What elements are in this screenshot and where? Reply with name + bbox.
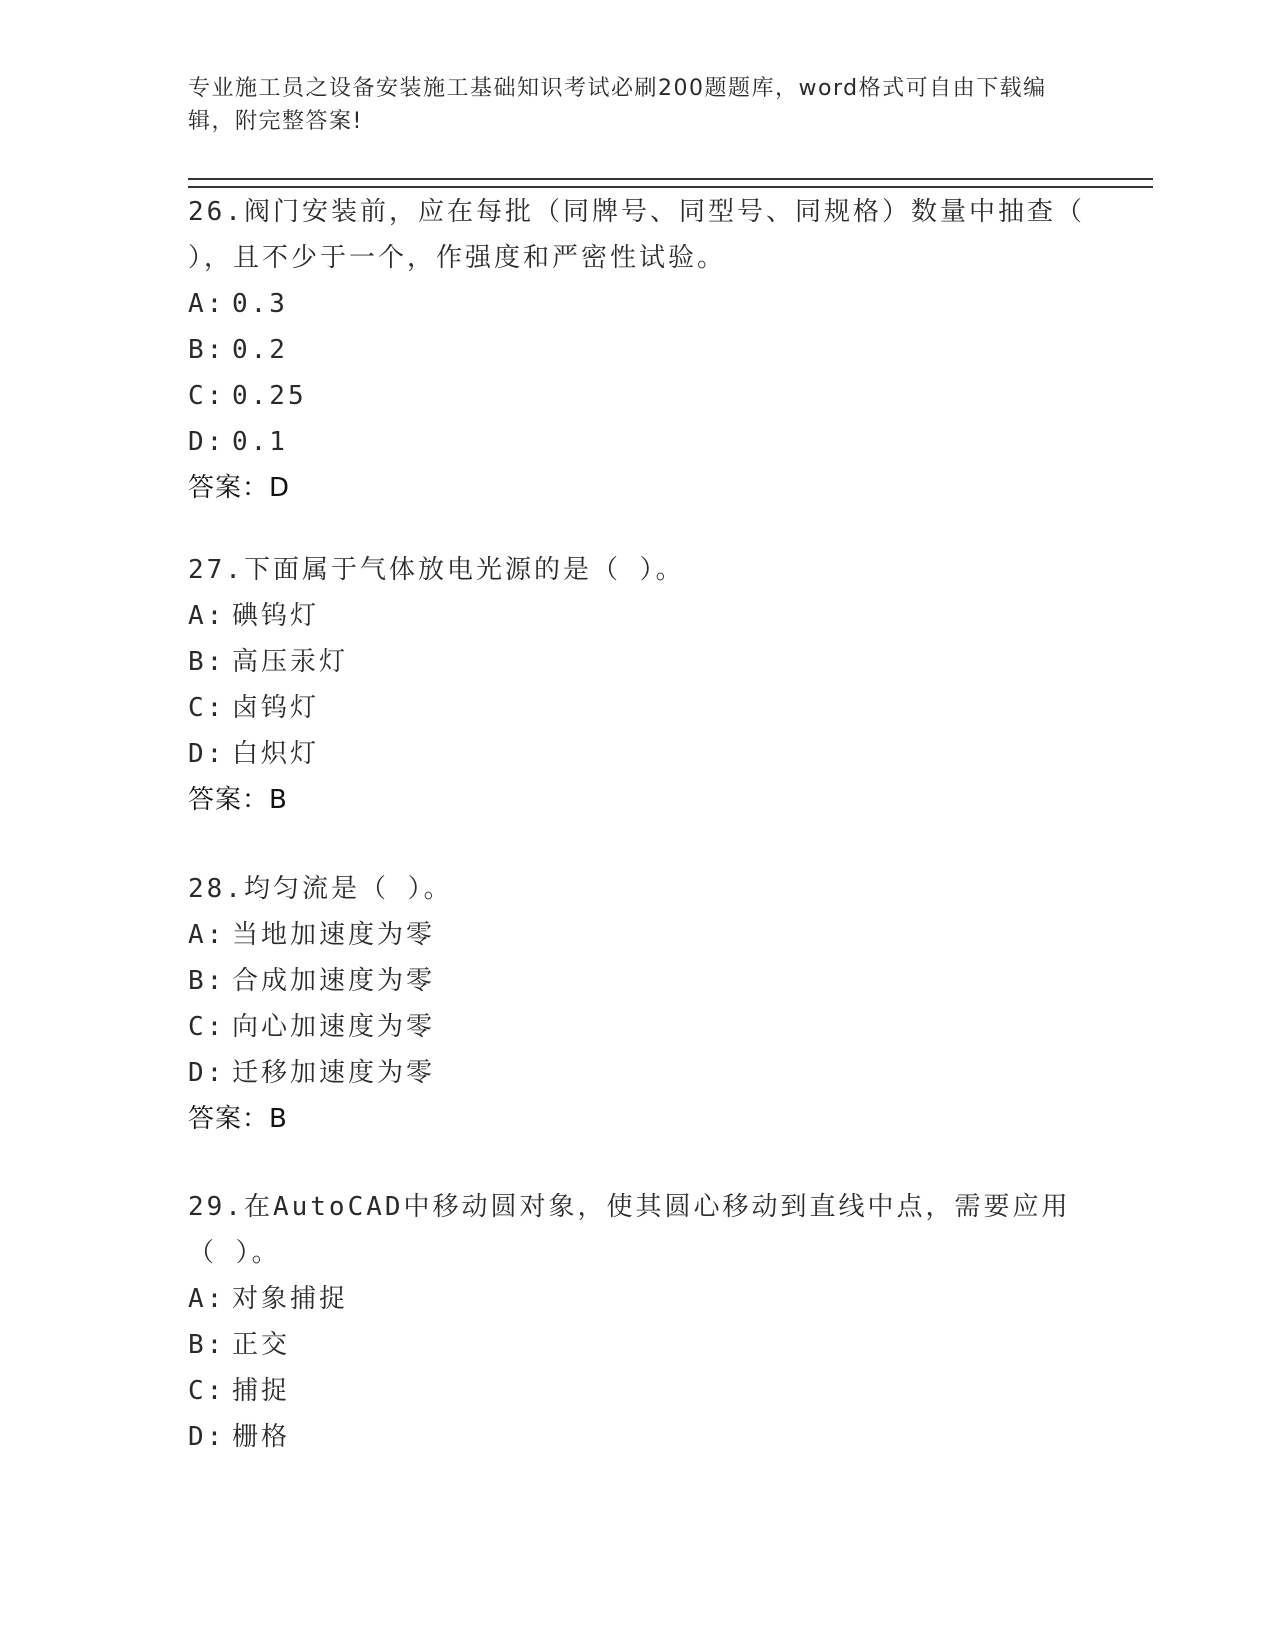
question-text: 均匀流是（ ）。 <box>243 874 453 904</box>
option-c <box>188 1004 1088 1050</box>
option-text: 向心加速度为零 <box>232 1012 436 1042</box>
option-key: B: <box>188 966 226 996</box>
option-key: A: <box>188 601 226 631</box>
option-text: 正交 <box>232 1330 291 1360</box>
option-key: A: <box>188 920 226 950</box>
option-key: D: <box>188 427 226 457</box>
question-number: 29. <box>188 1192 244 1222</box>
question-29 <box>188 1184 1088 1460</box>
option-a <box>188 1276 1088 1322</box>
option-key: D: <box>188 1058 226 1088</box>
question-27 <box>188 547 1088 823</box>
option-text: 碘钨灯 <box>232 601 320 631</box>
option-text: 捕捉 <box>232 1376 291 1406</box>
option-text: 卤钨灯 <box>232 693 320 723</box>
option-key: C: <box>188 693 226 723</box>
option-c <box>188 373 1088 419</box>
option-d <box>188 419 1088 465</box>
option-b <box>188 958 1088 1004</box>
option-b <box>188 1322 1088 1368</box>
answer-line: 答案：B <box>188 1104 288 1134</box>
option-text: 栅格 <box>232 1422 291 1452</box>
option-d <box>188 731 1088 777</box>
option-text: 对象捕捉 <box>232 1284 349 1314</box>
option-d <box>188 1050 1088 1096</box>
option-key: C: <box>188 1376 226 1406</box>
option-b <box>188 327 1088 373</box>
document-header: 专业施工员之设备安装施工基础知识考试必刷200题题库，word格式可自由下载编辑，附完整答案! <box>188 76 1047 134</box>
question-number: 27. <box>188 555 244 585</box>
answer-line: 答案：B <box>188 785 288 815</box>
option-c <box>188 685 1088 731</box>
question-stem <box>188 189 1088 281</box>
question-28 <box>188 866 1088 1142</box>
option-key: C: <box>188 381 226 411</box>
option-a <box>188 912 1088 958</box>
option-text: 0.25 <box>232 381 307 411</box>
question-26 <box>188 189 1088 511</box>
option-key: A: <box>188 289 226 319</box>
option-text: 0.1 <box>232 427 288 457</box>
question-number: 28. <box>188 874 244 904</box>
option-text: 当地加速度为零 <box>232 920 436 950</box>
option-c <box>188 1368 1088 1414</box>
option-key: A: <box>188 1284 226 1314</box>
option-key: C: <box>188 1012 226 1042</box>
question-number: 26. <box>188 197 244 227</box>
option-key: B: <box>188 1330 226 1360</box>
option-text: 合成加速度为零 <box>232 966 436 996</box>
option-text: 白炽灯 <box>232 739 320 769</box>
answer-line: 答案：D <box>188 473 291 503</box>
question-stem <box>188 547 1088 593</box>
question-text: 在AutoCAD中移动圆对象，使其圆心移动到直线中点，需要应用（ ）。 <box>188 1192 1071 1268</box>
option-d <box>188 1414 1088 1460</box>
option-text: 0.3 <box>232 289 288 319</box>
question-text: 阀门安装前，应在每批（同牌号、同型号、同规格）数量中抽查（ ），且不少于一个，作强度和严密性试验。 <box>188 197 1085 273</box>
option-a <box>188 593 1088 639</box>
option-b <box>188 639 1088 685</box>
question-stem <box>188 1184 1088 1276</box>
option-text: 高压汞灯 <box>232 647 349 677</box>
question-text: 下面属于气体放电光源的是（ ）。 <box>243 555 685 585</box>
double-rule-divider <box>188 178 1153 188</box>
option-text: 迁移加速度为零 <box>232 1058 436 1088</box>
option-key: B: <box>188 335 226 365</box>
option-a <box>188 281 1088 327</box>
option-text: 0.2 <box>232 335 288 365</box>
option-key: B: <box>188 647 226 677</box>
question-stem <box>188 866 1088 912</box>
option-key: D: <box>188 739 226 769</box>
option-key: D: <box>188 1422 226 1452</box>
